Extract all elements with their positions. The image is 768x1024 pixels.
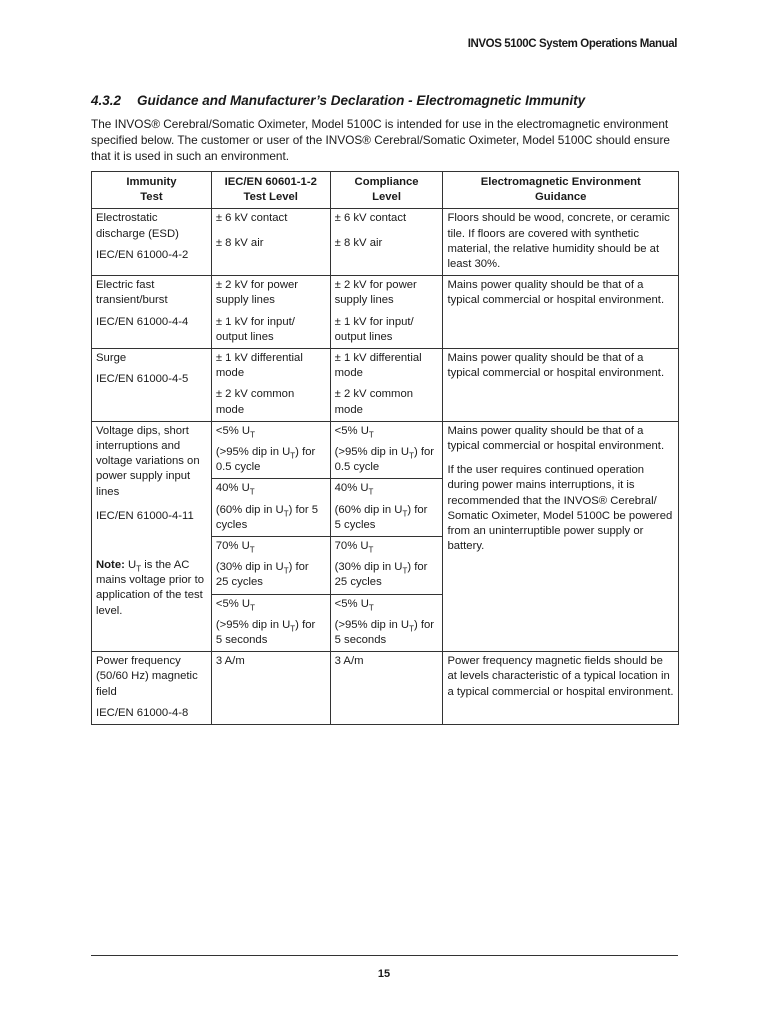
surge-guidance-cell: Mains power quality should be that of a typical commercial or hospital environment. [443,349,679,422]
table-row [92,652,679,725]
section-title: Guidance and Manufacturer’s Declaration - Electromagnetic Immunity [137,93,586,108]
dips-compliance-2: 70% $U_T$ (30% dip in $U_T$) for 25 cycles [330,537,443,595]
header-test-level: IEC/EN 60601-1-2 Test Level [211,172,330,209]
dips-test-level-0: <5% $U_T$ (>95% dip in $U_T$) for 0.5 cycle [211,421,330,479]
surge-test-level-cell: ± 1 kV differential mode ± 2 kV common mode [211,349,330,422]
dips-test-level-1: 40% $U_T$ (60% dip in $U_T$) for 5 cycles [211,479,330,537]
section-heading [91,93,585,108]
pf-test-cell: Power frequency (50/60 Hz) magnetic field IEC/EN 61000-4-8 [92,652,212,725]
table-row [92,421,679,479]
dips-compliance-3: <5% $U_T$ (>95% dip in $U_T$) for 5 seconds [330,594,443,652]
eft-test-level-cell: ± 2 kV for power supply lines ± 1 kV for input/ output lines [211,276,330,349]
esd-guidance-cell: Floors should be wood, concrete, or ceramic tile. If floors are covered with synthetic material, the relative humidity should be at least 30%. [443,209,679,276]
pf-compliance-cell: 3 A/m [330,652,443,725]
eft-guidance-cell: Mains power quality should be that of a typical commercial or hospital environment. [443,276,679,349]
eft-compliance-cell: ± 2 kV for power supply lines ± 1 kV for input/ output lines [330,276,443,349]
eft-test-cell: Electric fast transient/burst IEC/EN 61000-4-4 [92,276,212,349]
table-header-row [92,172,679,209]
pf-guidance-cell: Power frequency magnetic fields should be at levels characteristic of a typical location in a typical commercial or hospital environment. [443,652,679,725]
header-environment-guidance: Electromagnetic Environment Guidance [443,172,679,209]
page-number: 15 [377,968,391,980]
esd-compliance-cell: ± 6 kV contact ± 8 kV air [330,209,443,276]
surge-compliance-cell: ± 1 kV differential mode ± 2 kV common mode [330,349,443,422]
dips-note: Note: $U_T$ is the AC mains voltage prior to application of the test level. [96,559,204,617]
esd-test-level-cell: ± 6 kV contact ± 8 kV air [211,209,330,276]
pf-test-level-cell: 3 A/m [211,652,330,725]
dips-compliance-0: <5% $U_T$ (>95% dip in $U_T$) for 0.5 cycle [330,421,443,479]
dips-compliance-1: 40% $U_T$ (60% dip in $U_T$) for 5 cycles [330,479,443,537]
footer-divider [91,955,678,956]
dips-guidance-cell: Mains power quality should be that of a typical commercial or hospital environment. If the user requires continued operation during power mains interruptions, it is recommended that the INVOS® Cerebral/ Somatic Oximeter, Model 5100C be powered from an uninterruptible power supply or battery. [443,421,679,651]
table-row [92,349,679,422]
intro-paragraph: The INVOS® Cerebral/Somatic Oximeter, Model 5100C is intended for use in the electromagnetic environment specified below. The customer or user of the INVOS® Cerebral/Somatic Oximeter, Model 5100C should ensure that it is used in such an environment. [91,117,670,163]
section-number: 4.3.2 [91,93,122,108]
esd-test-cell: Electrostatic discharge (ESD) IEC/EN 61000-4-2 [92,209,212,276]
dips-test-cell: Voltage dips, short interruptions and voltage variations on power supply input lines IEC/EN 61000-4-11 Note: $U_T$ is the AC mains voltage prior to application of the test level. [92,421,212,651]
running-header: INVOS 5100C System Operations Manual [467,38,677,50]
dips-test-level-2: 70% $U_T$ (30% dip in $U_T$) for 25 cycles [211,537,330,595]
header-immunity-test: Immunity Test [92,172,212,209]
immunity-table [91,171,679,725]
surge-test-cell: Surge IEC/EN 61000-4-5 [92,349,212,422]
header-compliance-level: Compliance Level [330,172,443,209]
table-row [92,276,679,349]
table-row [92,209,679,276]
dips-test-level-3: <5% $U_T$ (>95% dip in $U_T$) for 5 seconds [211,594,330,652]
